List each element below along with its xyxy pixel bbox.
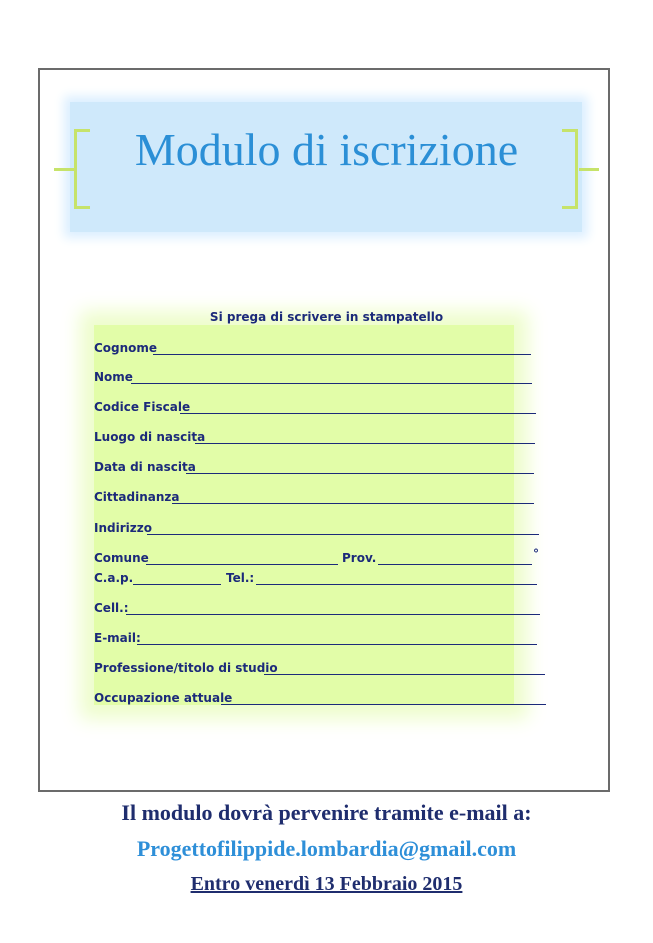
degree-mark: ° — [533, 547, 539, 561]
document-title: Modulo di iscrizione — [134, 124, 519, 175]
nome-input-line[interactable] — [131, 383, 532, 384]
indirizzo-label: Indirizzo — [94, 521, 152, 535]
luogo-nascita-input-line[interactable] — [195, 443, 535, 444]
form-background — [94, 325, 514, 705]
email-label: E-mail: — [94, 631, 141, 645]
prov-label: Prov. — [342, 551, 377, 565]
footer-instruction: Il modulo dovrà pervenire tramite e-mail a: — [121, 800, 532, 825]
footer-deadline-text: Entro venerdì 13 Febbraio 2015 — [190, 873, 463, 895]
nome-label: Nome — [94, 370, 133, 384]
indirizzo-input-line[interactable] — [147, 534, 539, 535]
email-input-line[interactable] — [137, 644, 537, 645]
form-subtitle: Si prega di scrivere in stampatello — [209, 310, 444, 324]
occupazione-input-line[interactable] — [221, 704, 546, 705]
data-nascita-input-line[interactable] — [186, 473, 534, 474]
professione-label: Professione/titolo di studio — [94, 661, 278, 675]
cell-input-line[interactable] — [126, 614, 540, 615]
tel-label: Tel.: — [226, 571, 255, 585]
luogo-nascita-label: Luogo di nascita — [94, 430, 206, 444]
professione-input-line[interactable] — [264, 674, 545, 675]
cap-label: C.a.p. — [94, 571, 134, 585]
occupazione-label: Occupazione attuale — [94, 691, 233, 705]
cell-label: Cell.: — [94, 601, 129, 615]
tel-input-line[interactable] — [256, 584, 537, 585]
cittadinanza-input-line[interactable] — [172, 503, 534, 504]
footer-deadline — [0, 873, 653, 896]
cittadinanza-label: Cittadinanza — [94, 490, 180, 504]
prov-input-line[interactable] — [378, 564, 532, 565]
codice-fiscale-label: Codice Fiscale — [94, 400, 191, 414]
cap-input-line[interactable] — [133, 584, 221, 585]
footer-email-link[interactable]: Progettofilippide.lombardia@gmail.com — [136, 836, 517, 861]
codice-fiscale-input-line[interactable] — [180, 413, 536, 414]
cognome-input-line[interactable] — [153, 354, 531, 355]
comune-input-line[interactable] — [146, 564, 338, 565]
data-nascita-label: Data di nascita — [94, 460, 196, 474]
comune-label: Comune — [94, 551, 149, 565]
cognome-label: Cognome — [94, 341, 158, 355]
